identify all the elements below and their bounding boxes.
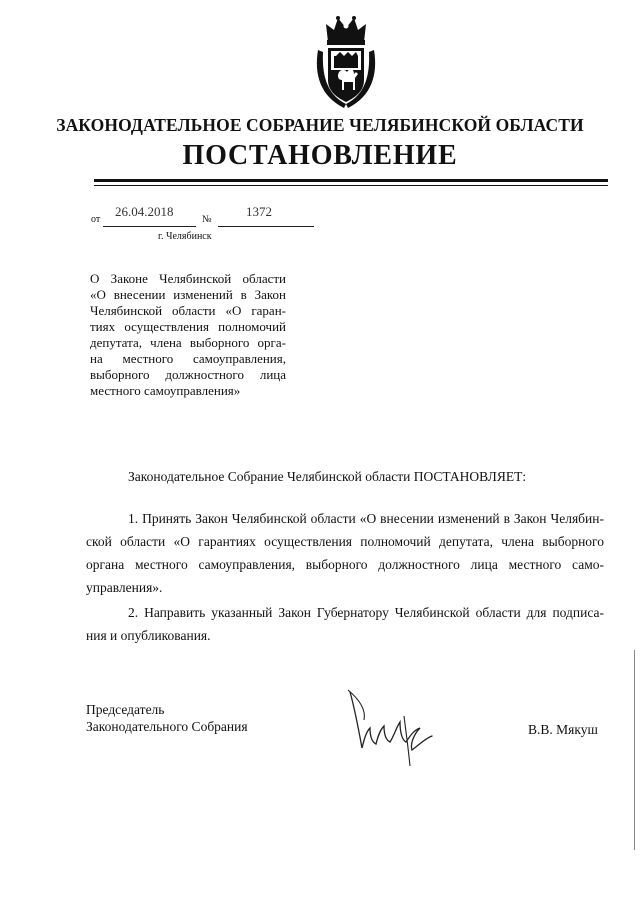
city-label: г. Челябинск bbox=[158, 231, 212, 242]
signatory-title-line: Законодательного Собрания bbox=[86, 719, 248, 734]
coat-of-arms-icon bbox=[314, 14, 378, 110]
header-rule-thin bbox=[94, 185, 608, 186]
preamble: Законодательное Собрание Челябинской области ПОСТАНОВЛЯЕТ: bbox=[128, 469, 527, 484]
scan-edge-line bbox=[634, 650, 635, 850]
signatory-title bbox=[86, 701, 248, 735]
subject-line: местного самоуправления» bbox=[90, 383, 241, 398]
document-subject bbox=[90, 271, 286, 399]
signatory-title-line: Председатель bbox=[86, 702, 165, 717]
paragraph-line: ния и опубликования. bbox=[86, 628, 211, 643]
subject-line: О Законе Челябинской области bbox=[90, 271, 286, 286]
date-underline bbox=[103, 226, 196, 227]
paragraph-line: органа местного самоуправления, выборного должностного лица местного само- bbox=[86, 557, 604, 572]
subject-line: Челябинской области «О гаран- bbox=[90, 303, 286, 318]
subject-line: тиях осуществления полномочий bbox=[90, 319, 286, 334]
number-prefix: № bbox=[202, 214, 212, 225]
paragraph-line: ской области «О гарантиях осуществления полномочий депутата, члена выборного bbox=[86, 534, 604, 549]
organization-title: ЗАКОНОДАТЕЛЬНОЕ СОБРАНИЕ ЧЕЛЯБИНСКОЙ ОБЛАСТИ bbox=[56, 115, 584, 135]
document-type-heading: ПОСТАНОВЛЕНИЕ bbox=[182, 140, 458, 171]
handwritten-signature-icon bbox=[340, 686, 436, 770]
number-underline bbox=[218, 226, 314, 227]
date-prefix: от bbox=[91, 214, 101, 225]
paragraph-line: 2. Направить указанный Закон Губернатору Челябинской области для подписа- bbox=[128, 605, 604, 620]
paragraph-line: 1. Принять Закон Челябинской области «О внесении изменений в Закон Челябин- bbox=[128, 511, 604, 526]
subject-line: «О внесении изменений в Закон bbox=[90, 287, 286, 302]
subject-line: выборного должностного лица bbox=[90, 367, 286, 382]
signatory-name: В.В. Мякуш bbox=[528, 722, 598, 737]
document-date: 26.04.2018 bbox=[115, 204, 174, 219]
document-number: 1372 bbox=[246, 204, 272, 219]
subject-line: депутата, члена выборного орга- bbox=[90, 335, 286, 350]
paragraph-line: управления». bbox=[86, 580, 163, 595]
header-rule-thick bbox=[94, 179, 608, 182]
subject-line: на местного самоуправления, bbox=[90, 351, 286, 366]
